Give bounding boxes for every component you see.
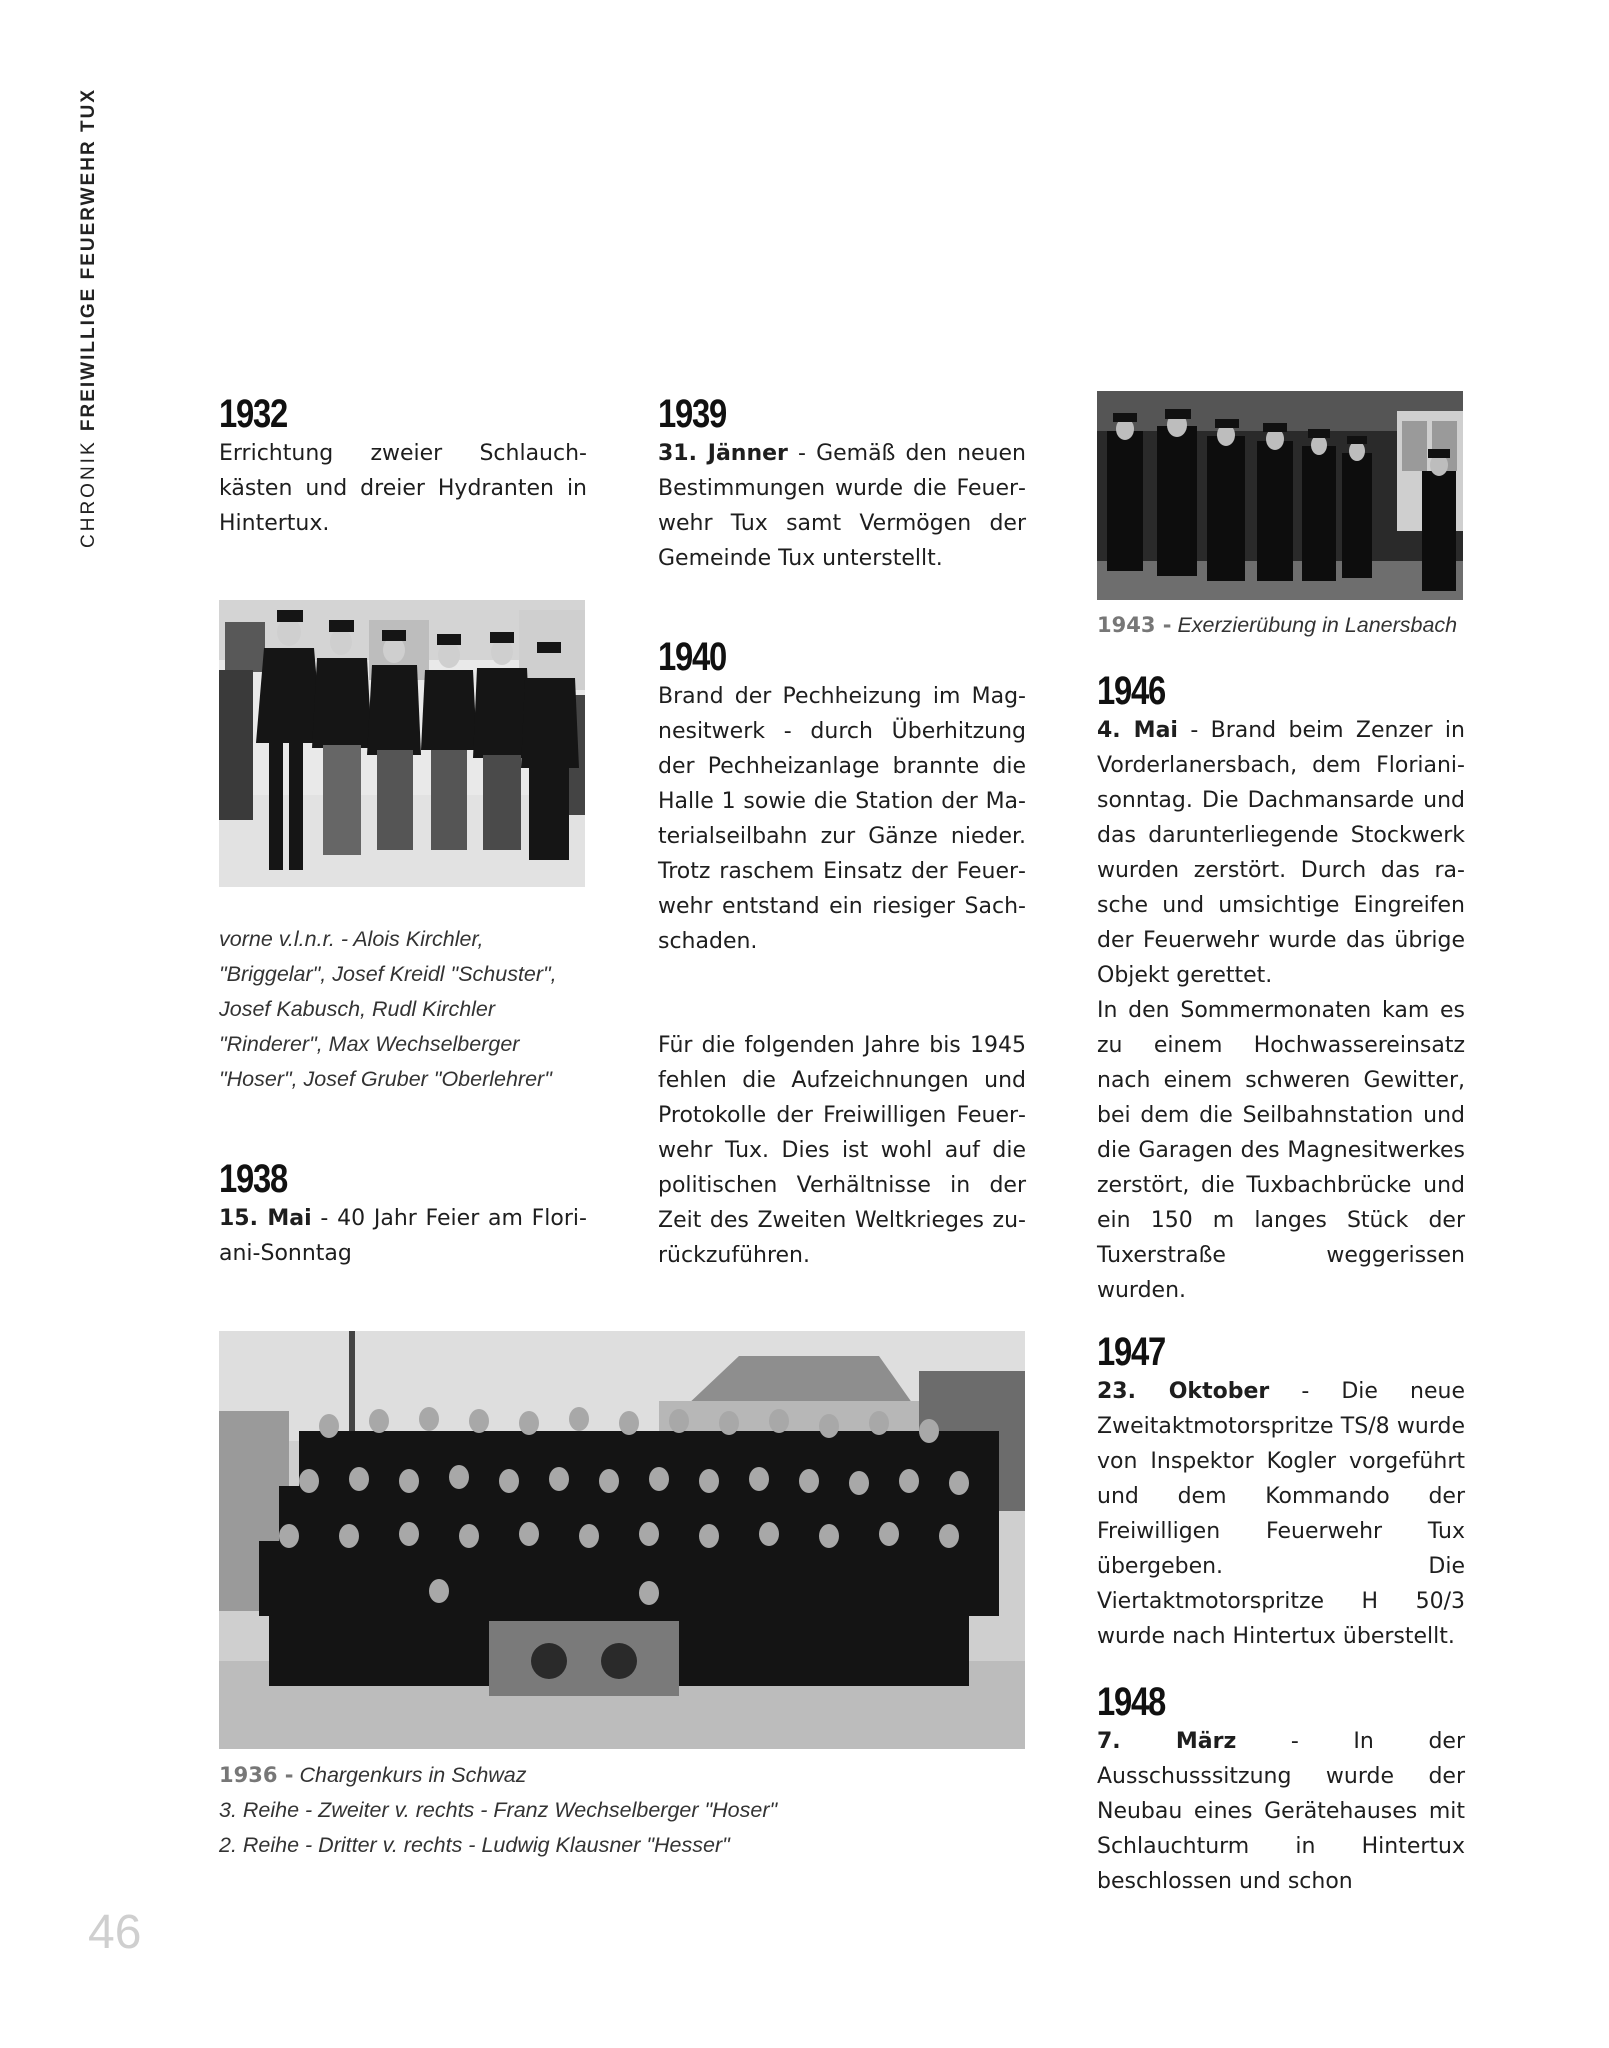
caption-course-text: Chargenkurs in Schwaz xyxy=(293,1763,527,1787)
text-1946-b: In den Sommermonaten kam es zu einem Hochwassereinsatz nach einem schweren Gewitter, bei dem die Seilbahnstation und die Garagen des Magnesitwerkes zerstört, die Tuxbachbrücke und ein 150 m langes Stück der Tuxerstraße weggerissen wurden. xyxy=(1097,998,1465,1303)
photo-course-group xyxy=(219,1331,1025,1749)
year-1946: 1946 xyxy=(1097,669,1166,713)
photo-group-small xyxy=(219,600,585,887)
side-title-prefix: CHRONIK xyxy=(78,439,99,548)
year-1947: 1947 xyxy=(1097,1330,1166,1374)
year-1932: 1932 xyxy=(219,392,288,436)
caption-course-line1 xyxy=(219,1758,1039,1793)
text-1938 xyxy=(219,1201,587,1271)
date-1946: 4. Mai xyxy=(1097,718,1178,743)
date-1938: 15. Mai xyxy=(219,1206,312,1231)
year-1940: 1940 xyxy=(658,635,727,679)
text-1948 xyxy=(1097,1724,1465,1899)
date-1948: 7. März xyxy=(1097,1729,1237,1754)
caption-group-small: vorne v.l.n.r. - Alois Kirchler, "Briggelar", Josef Kreidl "Schuster", Josef Kabusch, Rudl Kirchler "Rinderer", Max Wechselberger "Hoser", Josef Gruber "Oberlehrer" xyxy=(219,927,557,1091)
caption-drill-year: 1943 - xyxy=(1097,613,1172,637)
text-note-1945: Für die folgenden Jahre bis 1945 fehlen die Aufzeichnungen und Protokolle der Freiwilligen Feuerwehr Tux. Dies ist wohl auf die politischen Verhältnisse in der Zeit des Zweiten Weltkrieges zurückzuführen. xyxy=(658,1033,1026,1268)
side-title-main: FREIWILLIGE FEUERWEHR TUX xyxy=(78,88,99,432)
caption-course-year: 1936 - xyxy=(219,1763,294,1787)
text-1946 xyxy=(1097,713,1465,993)
caption-course-line2: 3. Reihe - Zweiter v. rechts - Franz Wechselberger "Hoser" xyxy=(219,1798,778,1822)
body-1946: - Brand beim Zenzer in Vorderlanersbach, dem Florianisonntag. Die Dachmansarde und das darunterliegende Stockwerk wurden zerstört. Durch das rasche und umsichtige Eingreifen der Feuerwehr wurde das übrige Objekt gerettet. xyxy=(1097,718,1465,988)
photo-drill xyxy=(1097,391,1463,600)
text-1932: Errichtung zweier Schlauchkästen und dreier Hydranten in Hintertux. xyxy=(219,441,587,536)
body-1947: - Die neue Zweitaktmotorspritze TS/8 wurde von Inspektor Kogler vorgeführt und dem Kommando der Freiwilligen Feuerwehr Tux übergeben. Die Viertaktmotorspritze H 50/3 wurde nach Hintertux überstellt. xyxy=(1097,1379,1465,1649)
body-1948: - In der Ausschusssitzung wurde der Neubau eines Gerätehauses mit Schlauchturm in Hintertux beschlossen und schon xyxy=(1097,1729,1465,1894)
page-number: 46 xyxy=(88,1906,142,1959)
body-1938: - 40 Jahr Feier am Floriani-Sonntag xyxy=(219,1206,587,1266)
text-1940: Brand der Pechheizung im Magnesitwerk - durch Überhitzung der Pechheizanlage brannte die Halle 1 sowie die Station der Materialseilbahn zur Gänze nieder. Trotz raschem Einsatz der Feuerwehr entstand ein riesiger Sachschaden. xyxy=(658,684,1026,954)
year-1939: 1939 xyxy=(658,392,727,436)
year-1938: 1938 xyxy=(219,1157,288,1201)
date-1939: 31. Jänner xyxy=(658,441,788,466)
text-1939 xyxy=(658,436,1026,576)
side-title xyxy=(78,88,108,548)
date-1947: 23. Oktober xyxy=(1097,1379,1270,1404)
year-1948: 1948 xyxy=(1097,1680,1166,1724)
body-1939: - Gemäß den neuen Bestimmungen wurde die Feuerwehr Tux samt Vermögen der Gemeinde Tux unterstellt. xyxy=(658,441,1026,571)
caption-drill xyxy=(1097,608,1467,643)
caption-course-line3: 2. Reihe - Dritter v. rechts - Ludwig Klausner "Hesser" xyxy=(219,1833,730,1857)
caption-drill-text: Exerzierübung in Lanersbach xyxy=(1171,613,1458,637)
text-1947 xyxy=(1097,1374,1465,1654)
